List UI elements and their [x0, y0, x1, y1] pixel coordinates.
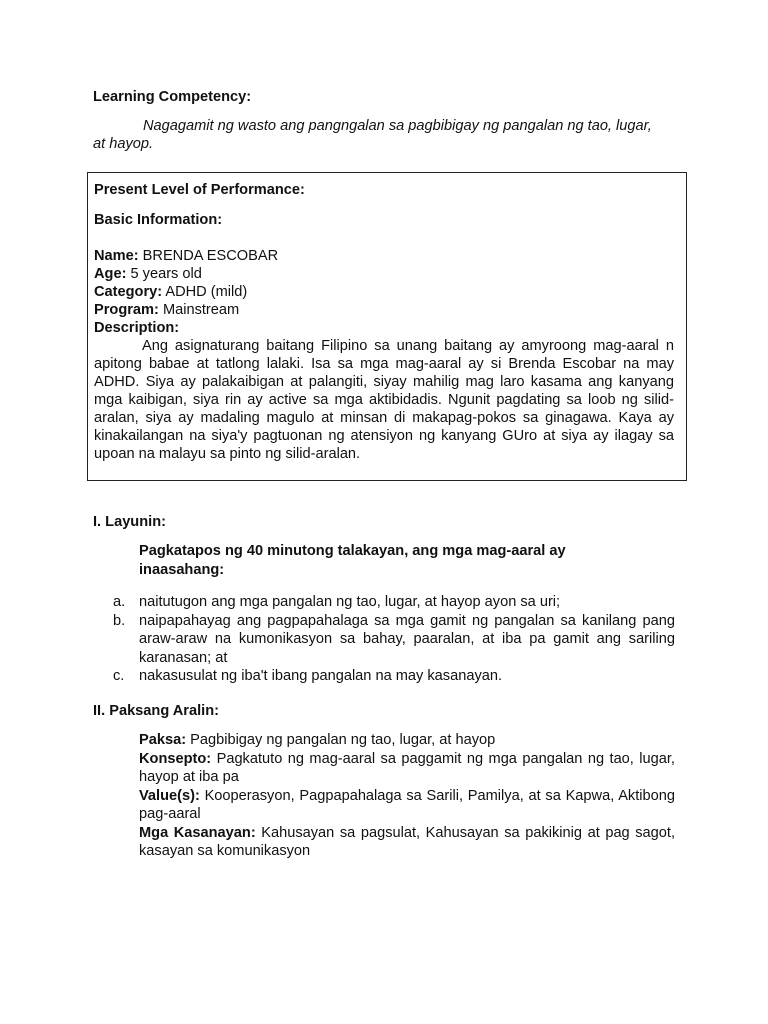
program-value: Mainstream	[162, 302, 240, 318]
konsepto-value: Pagkatuto ng mag-aaral sa paggamit ng mga pangalan ng tao, lugar, hayop at iba pa	[139, 750, 675, 785]
list-item-text: nakasusulat ng iba't ibang pangalan na may kasanayan.	[139, 668, 503, 684]
list-marker: a.	[113, 594, 126, 610]
kasanayan-label: Mga Kasanayan:	[139, 824, 256, 841]
description-label: Description:	[94, 320, 180, 336]
values-value: Kooperasyon, Pagpapahalaga sa Sarili, Pamilya, at sa Kapwa, Aktibong pag-aaral	[139, 787, 675, 822]
list-marker: c.	[113, 668, 125, 684]
paksang-aralin-heading: II. Paksang Aralin:	[93, 703, 219, 719]
category-row	[94, 283, 674, 301]
category-value: ADHD (mild)	[165, 284, 248, 300]
kasanayan-value: Kahusayan sa pagsulat, Kahusayan sa pakikinig at pag sagot, kasayan sa komunikasyon	[139, 824, 675, 859]
list-item-text: naitutugon ang mga pangalan ng tao, lugar, at hayop ayon sa uri;	[139, 594, 561, 610]
program-label: Program:	[94, 302, 159, 318]
list-item	[113, 612, 675, 668]
layunin-heading: I. Layunin:	[93, 514, 166, 530]
topic-details	[139, 731, 675, 861]
list-item	[113, 593, 675, 612]
objectives-list	[113, 593, 675, 686]
list-item-text: naipapahayag ang pagpapahalaga sa mga gamit ng pangalan sa kanilang pang araw-araw na kumonikasyon sa bahay, paaralan, at iba pa gamit ang sariling karanasan; at	[139, 612, 675, 666]
age-row	[94, 265, 674, 283]
paksa-value: Pagbibigay ng pangalan ng tao, lugar, at hayop	[190, 732, 496, 748]
basic-info-heading: Basic Information:	[94, 212, 223, 228]
konsepto-label: Konsepto:	[139, 750, 212, 767]
paksa-label: Paksa:	[139, 732, 187, 748]
name-row	[94, 247, 674, 265]
paksa-row	[139, 731, 675, 750]
list-item	[113, 667, 675, 686]
list-marker: b.	[113, 612, 126, 629]
age-label: Age:	[94, 266, 127, 282]
program-row	[94, 301, 674, 319]
present-level-heading: Present Level of Performance:	[94, 182, 305, 198]
description-text: Ang asignaturang baitang Filipino sa unang baitang ay amyroong mag-aaral n apitong babae at tatlong lalaki. Isa sa mga mag-aaral ay si Brenda Escobar na may ADHD. Siya ay palakaibigan at palangiti, siyay mahilig mag laro kasama ang kanyang mga kaibigan, siya rin ay active sa mga aktibidadis. Ngunit pagdating sa loob ng silid-aralan, siya ay madaling magulo at minsan di makapag-pokos sa ginagawa. Kaya ay kinakailangan na siya'y pagtuonan ng atensiyon ng kanyang GUro at siya ay ilagay sa upoan na malayu sa pinto ng silid-aralan.	[94, 338, 674, 462]
present-level-box	[87, 172, 687, 481]
name-label: Name:	[94, 248, 139, 264]
age-value: 5 years old	[130, 266, 202, 282]
kasanayan-row	[139, 824, 675, 861]
values-row	[139, 787, 675, 824]
layunin-intro: Pagkatapos ng 40 minutong talakayan, ang mga mag-aaral ay inaasahang:	[139, 543, 566, 578]
learning-competency-heading: Learning Competency:	[93, 89, 252, 105]
category-label: Category:	[94, 284, 163, 300]
name-value: BRENDA ESCOBAR	[142, 248, 279, 264]
konsepto-row	[139, 750, 675, 787]
learning-competency-text: Nagagamit ng wasto ang pangngalan sa pagbibigay ng pangalan ng tao, lugar, at hayop.	[93, 118, 652, 152]
values-label: Value(s):	[139, 787, 200, 804]
